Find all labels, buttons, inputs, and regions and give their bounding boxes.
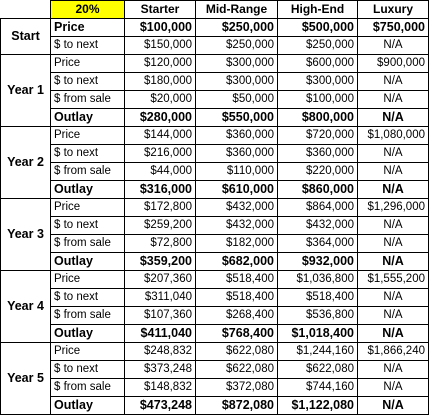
cell-luxury[interactable]: $900,000 bbox=[358, 55, 429, 73]
period-label[interactable]: Year 4 bbox=[1, 271, 51, 343]
cell-high-end[interactable]: $622,080 bbox=[278, 361, 358, 379]
cell-mid-range[interactable]: $872,080 bbox=[196, 397, 278, 415]
cell-mid-range[interactable]: $360,000 bbox=[196, 145, 278, 163]
cell-mid-range[interactable]: $768,400 bbox=[196, 325, 278, 343]
cell-high-end[interactable]: $536,800 bbox=[278, 307, 358, 325]
table-body bbox=[1, 19, 429, 415]
cell-starter[interactable]: $316,000 bbox=[125, 181, 196, 199]
cell-starter[interactable]: $473,248 bbox=[125, 397, 196, 415]
cell-high-end[interactable]: $864,000 bbox=[278, 199, 358, 217]
cell-high-end[interactable]: $500,000 bbox=[278, 19, 358, 37]
header-row bbox=[1, 1, 429, 19]
cell-starter[interactable]: $72,800 bbox=[125, 235, 196, 253]
cell-high-end[interactable]: $800,000 bbox=[278, 109, 358, 127]
cell-luxury[interactable]: N/A bbox=[358, 307, 429, 325]
cell-mid-range[interactable]: $550,000 bbox=[196, 109, 278, 127]
cell-high-end[interactable]: $1,036,800 bbox=[278, 271, 358, 289]
row-label[interactable]: Price bbox=[51, 343, 125, 361]
cell-starter[interactable]: $373,248 bbox=[125, 361, 196, 379]
cell-starter[interactable]: $148,832 bbox=[125, 379, 196, 397]
cell-high-end[interactable]: $932,000 bbox=[278, 253, 358, 271]
growth-rate-cell[interactable]: 20% bbox=[51, 1, 125, 19]
table-row bbox=[1, 127, 429, 145]
cell-mid-range[interactable]: $518,400 bbox=[196, 289, 278, 307]
row-label[interactable]: Outlay bbox=[51, 109, 125, 127]
table-row bbox=[1, 235, 429, 253]
column-header-mid-range[interactable]: Mid-Range bbox=[196, 1, 278, 19]
cell-high-end[interactable]: $300,000 bbox=[278, 73, 358, 91]
cell-mid-range[interactable]: $682,000 bbox=[196, 253, 278, 271]
period-label[interactable]: Start bbox=[1, 19, 51, 55]
cell-luxury[interactable]: $1,555,200 bbox=[358, 271, 429, 289]
corner-cell[interactable] bbox=[1, 1, 51, 19]
cell-luxury[interactable]: N/A bbox=[358, 91, 429, 109]
row-label[interactable]: $ from sale bbox=[51, 91, 125, 109]
row-label[interactable]: $ to next bbox=[51, 145, 125, 163]
cell-high-end[interactable]: $600,000 bbox=[278, 55, 358, 73]
table-row bbox=[1, 181, 429, 199]
cell-luxury[interactable]: $1,866,240 bbox=[358, 343, 429, 361]
table-row bbox=[1, 73, 429, 91]
cell-luxury[interactable]: N/A bbox=[358, 217, 429, 235]
cell-luxury[interactable]: N/A bbox=[358, 37, 429, 55]
cell-luxury[interactable]: $1,296,000 bbox=[358, 199, 429, 217]
cell-luxury[interactable]: N/A bbox=[358, 289, 429, 307]
cell-luxury[interactable]: N/A bbox=[358, 379, 429, 397]
cell-high-end[interactable]: $100,000 bbox=[278, 91, 358, 109]
cell-luxury[interactable]: N/A bbox=[358, 235, 429, 253]
row-label[interactable]: Price bbox=[51, 199, 125, 217]
cell-luxury[interactable]: N/A bbox=[358, 253, 429, 271]
table-row bbox=[1, 163, 429, 181]
row-label[interactable]: $ to next bbox=[51, 73, 125, 91]
row-label[interactable]: Outlay bbox=[51, 325, 125, 343]
cell-mid-range[interactable]: $50,000 bbox=[196, 91, 278, 109]
cell-luxury[interactable]: N/A bbox=[358, 361, 429, 379]
cell-mid-range[interactable]: $300,000 bbox=[196, 55, 278, 73]
cell-high-end[interactable]: $720,000 bbox=[278, 127, 358, 145]
cell-luxury[interactable]: N/A bbox=[358, 163, 429, 181]
cell-starter[interactable]: $216,000 bbox=[125, 145, 196, 163]
cell-mid-range[interactable]: $432,000 bbox=[196, 199, 278, 217]
table-row bbox=[1, 361, 429, 379]
table-row bbox=[1, 325, 429, 343]
row-label[interactable]: $ from sale bbox=[51, 163, 125, 181]
cell-luxury[interactable]: N/A bbox=[358, 73, 429, 91]
cell-luxury[interactable]: N/A bbox=[358, 145, 429, 163]
cell-mid-range[interactable]: $250,000 bbox=[196, 37, 278, 55]
cell-high-end[interactable]: $1,018,400 bbox=[278, 325, 358, 343]
cell-starter[interactable]: $144,000 bbox=[125, 127, 196, 145]
cell-luxury[interactable]: N/A bbox=[358, 109, 429, 127]
table-row bbox=[1, 397, 429, 415]
cell-starter[interactable]: $248,832 bbox=[125, 343, 196, 361]
table-row bbox=[1, 199, 429, 217]
cell-mid-range[interactable]: $300,000 bbox=[196, 73, 278, 91]
period-label[interactable]: Year 2 bbox=[1, 127, 51, 199]
table-row bbox=[1, 379, 429, 397]
row-label[interactable]: $ from sale bbox=[51, 307, 125, 325]
cell-high-end[interactable]: $1,244,160 bbox=[278, 343, 358, 361]
cell-starter[interactable]: $259,200 bbox=[125, 217, 196, 235]
table-row bbox=[1, 289, 429, 307]
table-row bbox=[1, 91, 429, 109]
table-row bbox=[1, 19, 429, 37]
table-row bbox=[1, 37, 429, 55]
cell-high-end[interactable]: $360,000 bbox=[278, 145, 358, 163]
cell-starter[interactable]: $100,000 bbox=[125, 19, 196, 37]
cell-starter[interactable]: $120,000 bbox=[125, 55, 196, 73]
cell-high-end[interactable]: $250,000 bbox=[278, 37, 358, 55]
row-label[interactable]: $ to next bbox=[51, 217, 125, 235]
cell-starter[interactable]: $172,800 bbox=[125, 199, 196, 217]
cell-mid-range[interactable]: $110,000 bbox=[196, 163, 278, 181]
cell-mid-range[interactable]: $182,000 bbox=[196, 235, 278, 253]
row-label[interactable]: Price bbox=[51, 127, 125, 145]
cell-starter[interactable]: $150,000 bbox=[125, 37, 196, 55]
cell-luxury[interactable]: N/A bbox=[358, 325, 429, 343]
row-label[interactable]: Outlay bbox=[51, 253, 125, 271]
table-row bbox=[1, 145, 429, 163]
row-label[interactable]: Outlay bbox=[51, 397, 125, 415]
cell-starter[interactable]: $180,000 bbox=[125, 73, 196, 91]
cell-mid-range[interactable]: $622,080 bbox=[196, 343, 278, 361]
cell-high-end[interactable]: $220,000 bbox=[278, 163, 358, 181]
cell-starter[interactable]: $311,040 bbox=[125, 289, 196, 307]
row-label[interactable]: Outlay bbox=[51, 181, 125, 199]
cell-high-end[interactable]: $1,122,080 bbox=[278, 397, 358, 415]
cell-high-end[interactable]: $432,000 bbox=[278, 217, 358, 235]
table-row bbox=[1, 307, 429, 325]
cell-starter[interactable]: $207,360 bbox=[125, 271, 196, 289]
cell-high-end[interactable]: $364,000 bbox=[278, 235, 358, 253]
row-label[interactable]: $ to next bbox=[51, 361, 125, 379]
cell-luxury[interactable]: $1,080,000 bbox=[358, 127, 429, 145]
cell-starter[interactable]: $359,200 bbox=[125, 253, 196, 271]
period-label[interactable]: Year 3 bbox=[1, 199, 51, 271]
table-row bbox=[1, 217, 429, 235]
row-label[interactable]: $ to next bbox=[51, 37, 125, 55]
cell-high-end[interactable]: $744,160 bbox=[278, 379, 358, 397]
cell-starter[interactable]: $280,000 bbox=[125, 109, 196, 127]
cell-mid-range[interactable]: $518,400 bbox=[196, 271, 278, 289]
cell-mid-range[interactable]: $622,080 bbox=[196, 361, 278, 379]
cell-mid-range[interactable]: $372,080 bbox=[196, 379, 278, 397]
cell-starter[interactable]: $107,360 bbox=[125, 307, 196, 325]
row-label[interactable]: $ from sale bbox=[51, 235, 125, 253]
table-row bbox=[1, 55, 429, 73]
cell-high-end[interactable]: $860,000 bbox=[278, 181, 358, 199]
cell-starter[interactable]: $411,040 bbox=[125, 325, 196, 343]
column-header-starter[interactable]: Starter bbox=[125, 1, 196, 19]
period-label[interactable]: Year 1 bbox=[1, 55, 51, 127]
column-header-high-end[interactable]: High-End bbox=[278, 1, 358, 19]
cell-starter[interactable]: $20,000 bbox=[125, 91, 196, 109]
row-label[interactable]: $ to next bbox=[51, 289, 125, 307]
cell-mid-range[interactable]: $268,400 bbox=[196, 307, 278, 325]
column-header-luxury[interactable]: Luxury bbox=[358, 1, 429, 19]
cell-luxury[interactable]: $750,000 bbox=[358, 19, 429, 37]
cell-mid-range[interactable]: $360,000 bbox=[196, 127, 278, 145]
cell-luxury[interactable]: N/A bbox=[358, 397, 429, 415]
cell-starter[interactable]: $44,000 bbox=[125, 163, 196, 181]
row-label[interactable]: Price bbox=[51, 19, 125, 37]
cell-mid-range[interactable]: $250,000 bbox=[196, 19, 278, 37]
cell-mid-range[interactable]: $610,000 bbox=[196, 181, 278, 199]
row-label[interactable]: Price bbox=[51, 271, 125, 289]
table-row bbox=[1, 253, 429, 271]
table-row bbox=[1, 343, 429, 361]
cell-luxury[interactable]: N/A bbox=[358, 181, 429, 199]
row-label[interactable]: Price bbox=[51, 55, 125, 73]
table-row bbox=[1, 271, 429, 289]
row-label[interactable]: $ from sale bbox=[51, 379, 125, 397]
table-row bbox=[1, 109, 429, 127]
cell-high-end[interactable]: $518,400 bbox=[278, 289, 358, 307]
period-label[interactable]: Year 5 bbox=[1, 343, 51, 415]
cell-mid-range[interactable]: $432,000 bbox=[196, 217, 278, 235]
